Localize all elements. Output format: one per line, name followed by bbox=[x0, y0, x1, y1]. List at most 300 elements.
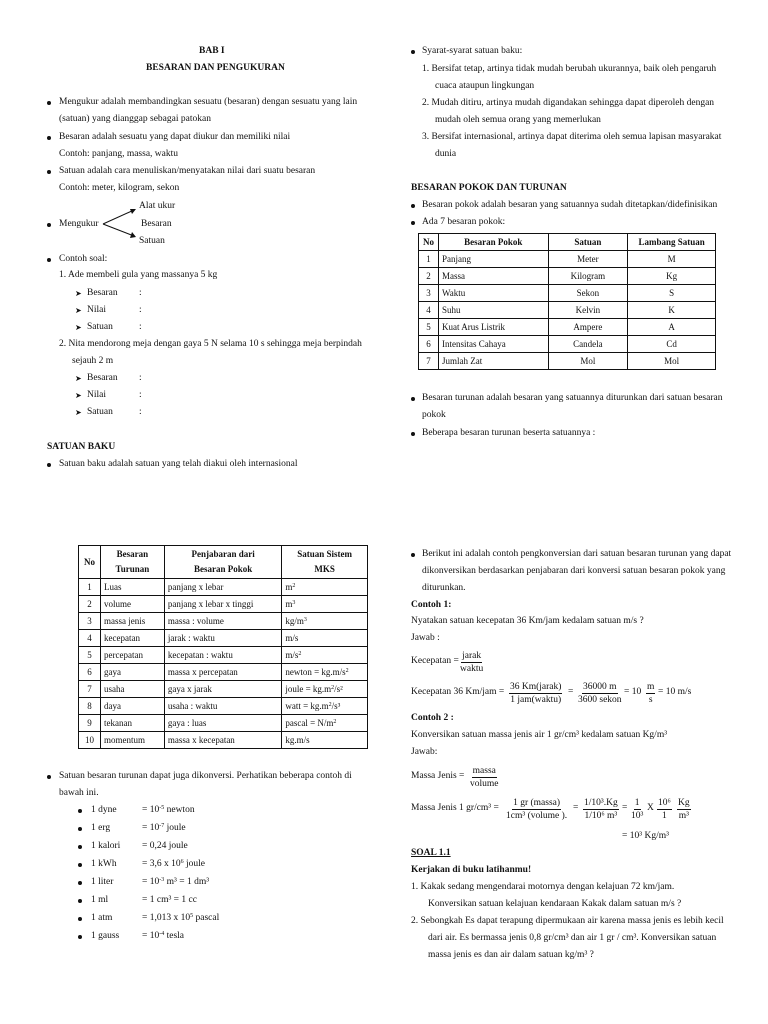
numerator: massa bbox=[472, 766, 496, 776]
arrow-bullet-icon: ➤ bbox=[75, 289, 82, 298]
table-cell bbox=[282, 732, 368, 749]
conversion-exponent: 5 bbox=[190, 913, 194, 919]
cell-text: usaha bbox=[103, 683, 125, 694]
bullet-icon bbox=[78, 881, 82, 885]
table-cell: A bbox=[628, 319, 716, 336]
table-cell bbox=[100, 664, 164, 681]
bullet-icon bbox=[78, 917, 82, 921]
conversion-base: = 10 bbox=[142, 931, 160, 941]
conversion-exponent: 6 bbox=[180, 859, 184, 865]
table-cell: Meter bbox=[548, 251, 628, 268]
column-header: No bbox=[419, 234, 439, 251]
answer-satuan-label: Satuan bbox=[87, 407, 113, 417]
table-cell: 2 bbox=[419, 268, 439, 285]
beberapa-turunan: Beberapa besaran turunan beserta satuannya : bbox=[422, 428, 596, 438]
cell-text: m/s bbox=[285, 632, 299, 643]
problem-1-line2: Konversikan satuan kelajuan kendaraan Kakak dalam satuan m/s ? bbox=[428, 899, 682, 909]
cell-text: 1 bbox=[87, 581, 92, 592]
conversion-base: = 10 bbox=[142, 823, 160, 833]
fraction-m-s bbox=[646, 681, 655, 706]
numerator: Kg bbox=[678, 798, 690, 808]
table-cell bbox=[164, 732, 282, 749]
numerator: 10⁶ bbox=[658, 798, 671, 808]
conversion-rest: joule bbox=[183, 859, 205, 869]
problem-2-line3: massa jenis es dan air dalam satuan kg/m³ ? bbox=[428, 950, 594, 960]
equals-ten: = 10 bbox=[624, 687, 642, 697]
denominator: 1 jam(waktu) bbox=[510, 695, 562, 705]
answer-colon: : bbox=[139, 407, 142, 417]
table-cell: 1 bbox=[419, 251, 439, 268]
table-cell bbox=[79, 664, 101, 681]
table-cell bbox=[100, 596, 164, 613]
cell-text: tekanan bbox=[103, 717, 132, 728]
section-satuan-baku: SATUAN BAKU bbox=[47, 442, 116, 452]
cell-text-suffix: /s² bbox=[334, 683, 343, 694]
bullet-icon bbox=[411, 432, 415, 436]
conversion-unit: 1 erg bbox=[91, 823, 111, 833]
cell-text: massa jenis bbox=[103, 615, 146, 626]
table-cell bbox=[282, 664, 368, 681]
table-cell: K bbox=[628, 302, 716, 319]
table-cell: Kuat Arus Listrik bbox=[438, 319, 548, 336]
definition-besaran: Besaran adalah sesuatu yang dapat diukur dan memiliki nilai bbox=[59, 132, 291, 142]
denominator: 1 bbox=[662, 811, 667, 821]
chapter-label: BAB I bbox=[199, 46, 225, 56]
cell-text: 6 bbox=[87, 666, 92, 677]
table-cell: Kelvin bbox=[548, 302, 628, 319]
table-cell bbox=[164, 698, 282, 715]
table-cell bbox=[100, 613, 164, 630]
bullet-icon bbox=[78, 809, 82, 813]
bullet-icon bbox=[47, 101, 51, 105]
definition-satuan: Satuan adalah cara menuliskan/menyatakan nilai dari suatu besaran bbox=[59, 166, 316, 176]
conversion-base: = 0,24 joule bbox=[142, 841, 188, 851]
conversion-unit: 1 ml bbox=[91, 895, 109, 905]
table-cell bbox=[164, 613, 282, 630]
column-header-no bbox=[79, 546, 101, 579]
section-besaran-pokok: BESARAN POKOK DAN TURUNAN bbox=[411, 183, 567, 193]
cell-text: kecepatan : waktu bbox=[167, 649, 233, 660]
column-header: Satuan bbox=[548, 234, 628, 251]
superscript: 2 bbox=[345, 667, 349, 674]
table-cell: Waktu bbox=[438, 285, 548, 302]
table-cell bbox=[282, 647, 368, 664]
contoh-2-question: Konversikan satuan massa jenis air 1 gr/cm³ kedalam satuan Kg/m³ bbox=[411, 730, 668, 740]
table-cell: 7 bbox=[419, 353, 439, 370]
fraction-kg-m3 bbox=[583, 797, 619, 822]
cell-text: percepatan bbox=[103, 649, 143, 660]
bullet-icon bbox=[47, 223, 51, 227]
cell-text: m/s bbox=[285, 649, 299, 660]
cell-text: 7 bbox=[87, 683, 92, 694]
ada-7-besaran: Ada 7 besaran pokok: bbox=[422, 217, 506, 227]
table-cell bbox=[164, 664, 282, 681]
numerator: 1 bbox=[634, 798, 640, 808]
table-cell bbox=[79, 698, 101, 715]
header-text: Penjabaran dari bbox=[191, 549, 255, 559]
table-cell bbox=[79, 613, 101, 630]
conversion-rest: m³ = 1 dm³ bbox=[164, 877, 210, 887]
example-satuan: Contoh: meter, kilogram, sekon bbox=[59, 183, 180, 193]
arrow-bullet-icon: ➤ bbox=[75, 306, 82, 315]
conversion-base: = 10 bbox=[142, 877, 160, 887]
table-row bbox=[79, 596, 368, 613]
result-1: = 10 m/s bbox=[658, 687, 692, 697]
kecepatan-label: Kecepatan = bbox=[411, 656, 459, 666]
cell-text: m bbox=[285, 581, 293, 592]
conversion-exponent: -7 bbox=[159, 823, 165, 829]
conversion-unit: 1 kalori bbox=[91, 841, 121, 851]
answer-besaran-label: Besaran bbox=[87, 373, 118, 383]
cell-text: watt = kg.m bbox=[285, 700, 329, 711]
table-cell bbox=[282, 715, 368, 732]
besaran-turunan-table bbox=[78, 545, 368, 749]
conversion-rest: tesla bbox=[164, 931, 185, 941]
massa-jenis-fraction bbox=[470, 765, 499, 790]
definition-mengukur-line2: (satuan) yang dianggap sebagai patokan bbox=[59, 114, 211, 124]
besaran-turunan-definition-line2: pokok bbox=[422, 410, 446, 420]
table-cell: Cd bbox=[628, 336, 716, 353]
table-cell bbox=[79, 715, 101, 732]
cell-text: 9 bbox=[87, 717, 92, 728]
bullet-icon bbox=[78, 935, 82, 939]
superscript: 2 bbox=[292, 582, 296, 589]
denominator: waktu bbox=[460, 664, 484, 674]
contoh-1-heading: Contoh 1: bbox=[411, 600, 452, 610]
intro-line2: dikonversikan berdasarkan penjabaran dari konversi satuan besaran pokok yang bbox=[422, 566, 726, 576]
table-cell: Mol bbox=[628, 353, 716, 370]
table-row bbox=[419, 319, 716, 336]
table-row bbox=[79, 664, 368, 681]
answer-colon: : bbox=[139, 373, 142, 383]
table-cell bbox=[282, 630, 368, 647]
denominator: 10³ bbox=[631, 811, 644, 821]
conversion-exponent: -5 bbox=[159, 805, 165, 811]
cell-text: gaya bbox=[103, 666, 121, 677]
conversion-unit: 1 liter bbox=[91, 877, 114, 887]
table-cell bbox=[164, 715, 282, 732]
equals-sign: = bbox=[573, 803, 579, 813]
table-row bbox=[419, 251, 716, 268]
conversion-value bbox=[142, 914, 219, 924]
table-cell: Jumlah Zat bbox=[438, 353, 548, 370]
syarat-1-line1: 1. Bersifat tetap, artinya tidak mudah berubah ukurannya, baik oleh pengaruh bbox=[422, 64, 717, 74]
answer-nilai-label: Nilai bbox=[87, 390, 106, 400]
conversion-exponent: -4 bbox=[159, 931, 165, 937]
superscript: 2 bbox=[328, 701, 332, 708]
column-header-satuan bbox=[282, 546, 368, 579]
cell-text: massa x percepatan bbox=[167, 666, 238, 677]
numerator: 1/10³.Kg bbox=[584, 798, 618, 808]
intro-line3: diturunkan. bbox=[422, 583, 466, 593]
cell-text: jarak : waktu bbox=[167, 632, 215, 643]
bullet-icon bbox=[47, 136, 51, 140]
numerator: jarak bbox=[462, 651, 482, 661]
problem-2-line2: dari air. Es bermassa jenis 0,8 gr/cm³ dan air 1 gr / cm³. Konversikan satuan bbox=[428, 933, 717, 943]
answer-nilai-label: Nilai bbox=[87, 305, 106, 315]
satuan-baku-definition: Satuan baku adalah satuan yang telah diakui oleh internasional bbox=[59, 459, 298, 469]
table-cell bbox=[164, 630, 282, 647]
table-cell: Ampere bbox=[548, 319, 628, 336]
cell-text: volume bbox=[103, 598, 131, 609]
diagram-alat-ukur: Alat ukur bbox=[139, 201, 176, 211]
table-cell: 4 bbox=[419, 302, 439, 319]
diagram-besaran: Besaran bbox=[141, 219, 172, 229]
table-cell bbox=[79, 630, 101, 647]
equals-sign: = bbox=[568, 687, 574, 697]
table-cell bbox=[282, 596, 368, 613]
superscript: 3 bbox=[303, 616, 307, 623]
bullet-icon bbox=[78, 845, 82, 849]
syarat-3-line1: 3. Bersifat internasional, artinya dapat diterima oleh semua lapisan masyarakat bbox=[422, 132, 722, 142]
numerator: 1 gr (massa) bbox=[513, 798, 561, 808]
cell-text: panjang x lebar bbox=[167, 581, 224, 592]
question-2-line2: sejauh 2 m bbox=[72, 356, 114, 366]
table-row bbox=[79, 647, 368, 664]
table-cell: Massa bbox=[438, 268, 548, 285]
conversion-rest: pascal bbox=[193, 913, 220, 923]
table-header-row bbox=[79, 546, 368, 579]
header-text: Satuan Sistem bbox=[297, 549, 353, 559]
conversion-base: = 3,6 x 10 bbox=[142, 859, 181, 869]
bullet-icon bbox=[411, 221, 415, 225]
conversion-rest: joule bbox=[164, 823, 186, 833]
cell-text: 8 bbox=[87, 700, 92, 711]
superscript: 2 bbox=[331, 684, 335, 691]
contoh-soal-label: Contoh soal: bbox=[59, 254, 108, 264]
cell-text: daya bbox=[103, 700, 121, 711]
cell-text: gaya : luas bbox=[167, 717, 207, 728]
numerator: 36000 m bbox=[583, 682, 617, 692]
fraction-m-sekon bbox=[578, 681, 622, 706]
kerjakan-instruction: Kerjakan di buku latihanmu! bbox=[411, 865, 532, 875]
cell-text: joule = kg.m bbox=[285, 683, 332, 694]
cell-text: momentum bbox=[103, 734, 145, 745]
equals-sign: = bbox=[622, 803, 628, 813]
table-row bbox=[419, 353, 716, 370]
kecepatan-fraction bbox=[460, 650, 483, 675]
table-cell bbox=[164, 579, 282, 596]
fraction-gr-cm3 bbox=[506, 797, 567, 822]
bullet-icon bbox=[78, 827, 82, 831]
answer-colon: : bbox=[139, 305, 142, 315]
table-cell bbox=[282, 613, 368, 630]
table-cell bbox=[79, 732, 101, 749]
bullet-icon bbox=[411, 50, 415, 54]
denominator: s bbox=[648, 695, 653, 705]
bullet-icon bbox=[411, 553, 415, 557]
bullet-icon bbox=[47, 775, 51, 779]
table-cell: Sekon bbox=[548, 285, 628, 302]
conversion-base: = 1 cm³ = 1 cc bbox=[142, 895, 197, 905]
header-no-text: No bbox=[83, 556, 95, 567]
conversion-value bbox=[142, 878, 209, 888]
conversion-value bbox=[142, 806, 195, 816]
table-cell: Kg bbox=[628, 268, 716, 285]
question-2-line1: 2. Nita mendorong meja dengan gaya 5 N selama 10 s sehingga meja berpindah bbox=[59, 339, 362, 349]
cell-text: massa : volume bbox=[167, 615, 224, 626]
conversion-unit: 1 dyne bbox=[91, 805, 117, 815]
bullet-icon bbox=[411, 204, 415, 208]
conversion-value bbox=[142, 932, 184, 942]
table-row bbox=[419, 302, 716, 319]
cell-text: Luas bbox=[103, 581, 122, 592]
definition-mengukur-line1: Mengukur adalah membandingkan sesuatu (besaran) dengan sesuatu yang lain bbox=[59, 97, 358, 107]
arrow-bullet-icon: ➤ bbox=[75, 391, 82, 400]
cell-text: 2 bbox=[87, 598, 92, 609]
cell-text: 5 bbox=[87, 649, 92, 660]
conversion-value bbox=[142, 860, 205, 870]
column-header-penjabaran bbox=[164, 546, 282, 579]
table-cell: 6 bbox=[419, 336, 439, 353]
diagram-mengukur: Mengukur bbox=[59, 219, 99, 229]
table-cell bbox=[100, 681, 164, 698]
table-row bbox=[79, 698, 368, 715]
table-cell bbox=[100, 698, 164, 715]
table-row bbox=[419, 285, 716, 302]
superscript: 3 bbox=[292, 599, 296, 606]
answer-besaran-label: Besaran bbox=[87, 288, 118, 298]
denominator: m³ bbox=[678, 811, 689, 821]
table-cell: M bbox=[628, 251, 716, 268]
answer-satuan-label: Satuan bbox=[87, 322, 113, 332]
conversion-rest: newton bbox=[164, 805, 195, 815]
header-text: Turunan bbox=[115, 564, 150, 574]
besaran-pokok-table bbox=[418, 233, 716, 370]
cell-text: kecepatan bbox=[103, 632, 140, 643]
bullet-icon bbox=[47, 170, 51, 174]
header-text: Besaran Pokok bbox=[193, 564, 253, 574]
soal-heading: SOAL 1.1 bbox=[411, 848, 451, 858]
besaran-pokok-definition: Besaran pokok adalah besaran yang satuannya sudah ditetapkan/didefinisikan bbox=[422, 200, 718, 210]
cell-text: pascal = N/m bbox=[285, 717, 334, 728]
syarat-1-line2: cuaca ataupun lingkungan bbox=[435, 81, 535, 91]
table-cell: 3 bbox=[419, 285, 439, 302]
table-row bbox=[79, 732, 368, 749]
cell-text: massa x kecepatan bbox=[167, 734, 235, 745]
table-cell bbox=[100, 630, 164, 647]
conversion-unit: 1 gauss bbox=[91, 931, 120, 941]
table-cell: Candela bbox=[548, 336, 628, 353]
question-1: 1. Ade membeli gula yang massanya 5 kg bbox=[59, 270, 218, 280]
table-cell bbox=[282, 698, 368, 715]
cell-text: kg.m/s bbox=[285, 734, 310, 745]
syarat-2-line2: mudah oleh semua orang yang memerlukan bbox=[435, 115, 601, 125]
denominator: 3600 sekon bbox=[578, 695, 622, 705]
bullet-icon bbox=[47, 463, 51, 467]
superscript: 2 bbox=[333, 718, 337, 725]
table-cell bbox=[79, 647, 101, 664]
cell-text: m bbox=[285, 598, 293, 609]
denominator: volume bbox=[470, 779, 499, 789]
example-besaran: Contoh: panjang, massa, waktu bbox=[59, 149, 178, 159]
superscript: 2 bbox=[298, 650, 302, 657]
conversion-unit: 1 atm bbox=[91, 913, 113, 923]
table-cell bbox=[100, 732, 164, 749]
table-cell: Panjang bbox=[438, 251, 548, 268]
konversi-intro-line2: bawah ini. bbox=[59, 788, 99, 798]
conversion-value bbox=[142, 824, 186, 834]
table-cell bbox=[100, 579, 164, 596]
table-row bbox=[79, 715, 368, 732]
table-cell bbox=[164, 647, 282, 664]
chapter-title: BESARAN DAN PENGUKURAN bbox=[146, 63, 285, 73]
conversion-exponent: -3 bbox=[159, 877, 165, 883]
jawab-label: Jawab : bbox=[411, 633, 440, 643]
conversion-base: = 1,013 x 10 bbox=[142, 913, 191, 923]
header-text: Besaran bbox=[116, 549, 149, 559]
intro-line1: Berikut ini adalah contoh pengkonversian dari satuan besaran turunan yang dapat bbox=[422, 549, 732, 559]
cell-text: kg/m bbox=[285, 615, 304, 626]
conversion-value bbox=[142, 896, 197, 906]
table-cell bbox=[282, 579, 368, 596]
cell-text: usaha : waktu bbox=[167, 700, 218, 711]
table-row bbox=[419, 336, 716, 353]
table-row bbox=[79, 630, 368, 647]
konversi-intro-line1: Satuan besaran turunan dapat juga dikonversi. Perhatikan beberapa contoh di bbox=[59, 771, 352, 781]
table-header-row bbox=[419, 234, 716, 251]
conversion-value bbox=[142, 842, 188, 852]
table-cell: Suhu bbox=[438, 302, 548, 319]
result-2: = 10³ Kg/m³ bbox=[622, 831, 669, 841]
arrow-bullet-icon: ➤ bbox=[75, 408, 82, 417]
table-row bbox=[79, 681, 368, 698]
table-cell: Kilogram bbox=[548, 268, 628, 285]
cell-text-suffix: /s³ bbox=[331, 700, 341, 711]
problem-2-line1: 2. Sebongkah Es dapat terapung dipermukaan air karena massa jenis es lebih kecil bbox=[411, 916, 724, 926]
bullet-icon bbox=[78, 899, 82, 903]
denominator: 1/10⁶ m³ bbox=[584, 811, 618, 821]
table-cell bbox=[100, 715, 164, 732]
conversion-unit: 1 kWh bbox=[91, 859, 117, 869]
column-header: Besaran Pokok bbox=[438, 234, 548, 251]
fraction-10-6-over-1 bbox=[657, 797, 672, 822]
kecepatan-36-label: Kecepatan 36 Km/jam = bbox=[411, 687, 505, 697]
table-cell bbox=[164, 596, 282, 613]
table-row bbox=[419, 268, 716, 285]
cell-text: 4 bbox=[87, 632, 92, 643]
numerator: m bbox=[647, 682, 655, 692]
table-cell bbox=[79, 579, 101, 596]
problem-1-line1: 1. Kakak sedang mengendarai motornya dengan kelajuan 72 km/jam. bbox=[411, 882, 675, 892]
arrow-bullet-icon: ➤ bbox=[75, 374, 82, 383]
column-header: Lambang Satuan bbox=[628, 234, 716, 251]
times-sign: X bbox=[647, 803, 654, 813]
table-cell: 5 bbox=[419, 319, 439, 336]
syarat-3-line2: dunia bbox=[435, 149, 457, 159]
table-cell bbox=[100, 647, 164, 664]
cell-text: 3 bbox=[87, 615, 92, 626]
syarat-2-line1: 2. Mudah ditiru, artinya mudah digandakan sehingga dapat diperoleh dengan bbox=[422, 98, 715, 108]
table-cell bbox=[79, 596, 101, 613]
table-row bbox=[79, 613, 368, 630]
fraction-1-over-10-3 bbox=[631, 797, 643, 822]
massa-jenis-label: Massa Jenis = bbox=[411, 771, 465, 781]
table-cell bbox=[164, 681, 282, 698]
syarat-heading: Syarat-syarat satuan baku: bbox=[422, 46, 523, 56]
cell-text: newton = kg.m/s bbox=[285, 666, 346, 677]
table-cell bbox=[79, 681, 101, 698]
answer-colon: : bbox=[139, 322, 142, 332]
diagram-satuan: Satuan bbox=[139, 236, 165, 246]
branch-arrows-icon bbox=[100, 204, 140, 242]
answer-colon: : bbox=[139, 390, 142, 400]
table-cell: Intensitas Cahaya bbox=[438, 336, 548, 353]
massa-jenis-1-label: Massa Jenis 1 gr/cm³ = bbox=[411, 803, 499, 813]
table-cell: S bbox=[628, 285, 716, 302]
cell-text: gaya x jarak bbox=[167, 683, 212, 694]
conversion-base: = 10 bbox=[142, 805, 160, 815]
